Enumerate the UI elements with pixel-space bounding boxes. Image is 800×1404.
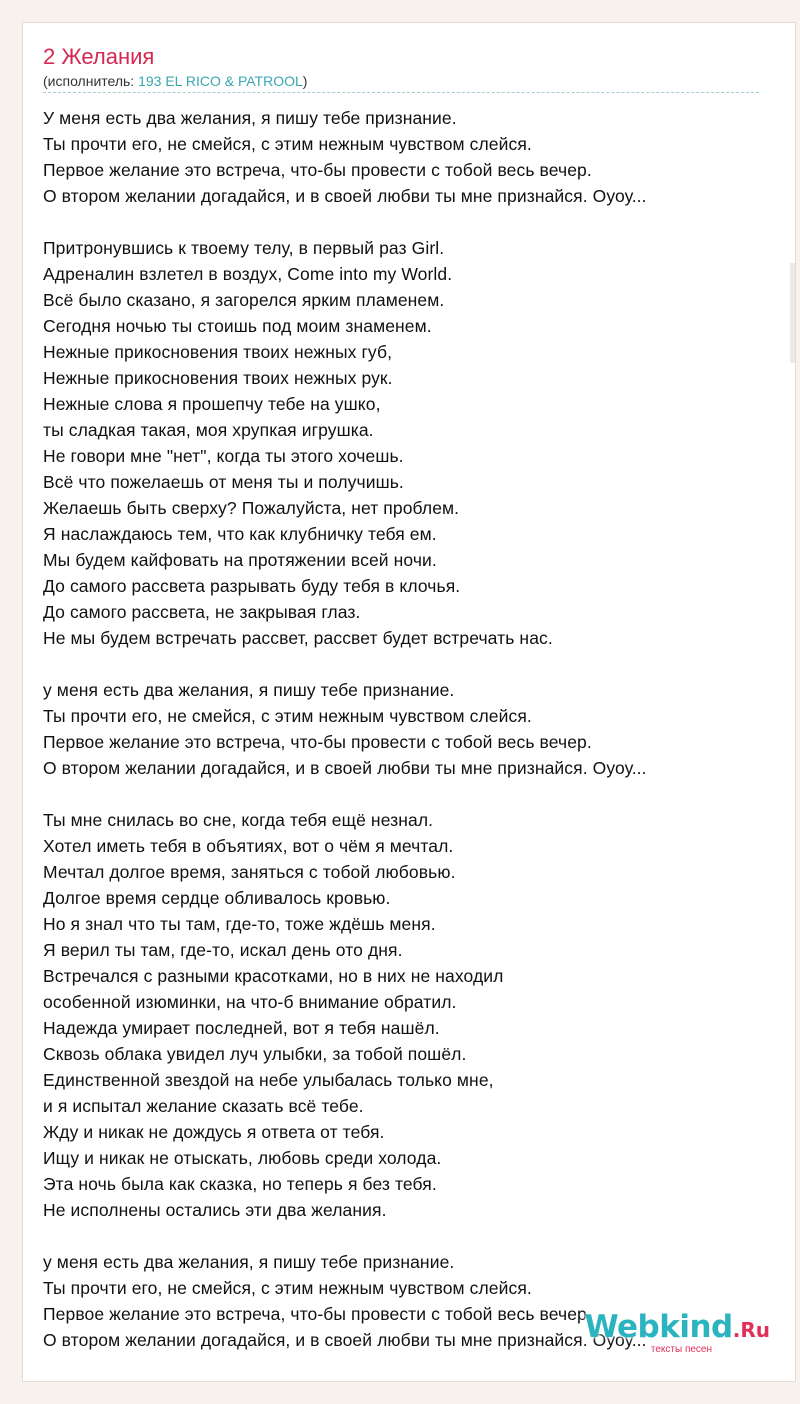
lyric-line: У меня есть два желания, я пишу тебе признание.: [43, 108, 457, 128]
logo-name: Webkind: [584, 1309, 733, 1345]
lyric-line: Я верил ты там, где-то, искал день ото дня.: [43, 940, 403, 960]
lyric-line: До самого рассвета, не закрывая глаз.: [43, 602, 361, 622]
song-title: 2 Желания: [43, 44, 155, 69]
lyric-line: Встречался с разными красотками, но в них не находил: [43, 966, 504, 986]
lyric-line: О втором желании догадайся, и в своей любви ты мне признайся. Оуоу...: [43, 186, 647, 206]
logo-tagline: тексты песен: [650, 1344, 712, 1355]
lyric-line: Нежные прикосновения твоих нежных рук.: [43, 368, 393, 388]
site-logo[interactable]: [584, 1311, 770, 1355]
lyric-line: Адреналин взлетел в воздух, Come into my World.: [43, 264, 453, 284]
lyric-line: Желаешь быть сверху? Пожалуйста, нет проблем.: [43, 498, 460, 518]
scrollbar[interactable]: [790, 263, 795, 363]
lyric-line: Ты мне снилась во сне, когда тебя ещё незнал.: [43, 810, 434, 830]
logo-tld: .Ru: [732, 1318, 770, 1342]
lyric-line: Первое желание это встреча, что-бы провести с тобой весь вечер.: [43, 732, 592, 752]
lyric-line: ты сладкая такая, моя хрупкая игрушка.: [43, 420, 374, 440]
lyric-line: Ты прочти его, не смейся, с этим нежным чувством слейся.: [43, 706, 532, 726]
lyrics-page: [22, 22, 796, 1382]
lyric-line: особенной изюминки, на что-б внимание обратил.: [43, 992, 457, 1012]
lyric-line: Не мы будем встречать рассвет, рассвет будет встречать нас.: [43, 628, 553, 648]
lyric-line: и я испытал желание сказать всё тебе.: [43, 1096, 364, 1116]
lyric-line: у меня есть два желания, я пишу тебе признание.: [43, 680, 455, 700]
lyric-line: О втором желании догадайся, и в своей любви ты мне признайся. Оуоу...: [43, 1330, 647, 1350]
lyric-line: Жду и никак не дождусь я ответа от тебя.: [43, 1122, 385, 1142]
title-divider: [43, 92, 759, 93]
lyric-line: Но я знал что ты там, где-то, тоже ждёшь меня.: [43, 914, 436, 934]
lyric-line: Не говори мне "нет", когда ты этого хочешь.: [43, 446, 404, 466]
lyric-line: Всё было сказано, я загорелся ярким пламенем.: [43, 290, 445, 310]
lyrics-text: [43, 105, 783, 1353]
lyric-line: Ищу и никак не отыскать, любовь среди холода.: [43, 1148, 442, 1168]
artist-link[interactable]: 193 EL RICO & PATROOL: [138, 73, 303, 89]
lyric-line: Всё что пожелаешь от меня ты и получишь.: [43, 472, 404, 492]
lyric-line: Единственной звездой на небе улыбалась только мне,: [43, 1070, 494, 1090]
lyric-line: Надежда умирает последней, вот я тебя нашёл.: [43, 1018, 440, 1038]
lyric-line: Долгое время сердце обливалось кровью.: [43, 888, 391, 908]
artist-prefix: (исполнитель:: [43, 73, 139, 89]
lyric-line: Притронувшись к твоему телу, в первый раз Girl.: [43, 238, 445, 258]
artist-line: [43, 73, 307, 89]
lyric-line: Сегодня ночью ты стоишь под моим знаменем.: [43, 316, 432, 336]
lyric-line: Я наслаждаюсь тем, что как клубничку тебя ем.: [43, 524, 437, 544]
lyric-line: Нежные слова я прошепчу тебе на ушко,: [43, 394, 381, 414]
lyric-line: Мы будем кайфовать на протяжении всей ночи.: [43, 550, 437, 570]
lyric-line: Ты прочти его, не смейся, с этим нежным чувством слейся.: [43, 1278, 532, 1298]
lyric-line: у меня есть два желания, я пишу тебе признание.: [43, 1252, 455, 1272]
lyric-line: О втором желании догадайся, и в своей любви ты мне признайся. Оуоу...: [43, 758, 647, 778]
artist-suffix: ): [302, 73, 308, 89]
lyric-line: Нежные прикосновения твоих нежных губ,: [43, 342, 393, 362]
lyric-line: Не исполнены остались эти два желания.: [43, 1200, 387, 1220]
logo-wordmark: [584, 1311, 770, 1346]
lyric-line: До самого рассвета разрывать буду тебя в клочья.: [43, 576, 461, 596]
lyric-line: Хотел иметь тебя в объятиях, вот о чём я мечтал.: [43, 836, 454, 856]
lyric-line: Сквозь облака увидел луч улыбки, за тобой пошёл.: [43, 1044, 467, 1064]
lyric-line: Ты прочти его, не смейся, с этим нежным чувством слейся.: [43, 134, 532, 154]
lyric-line: Эта ночь была как сказка, но теперь я без тебя.: [43, 1174, 437, 1194]
lyric-line: Первое желание это встреча, что-бы провести с тобой весь вечер.: [43, 1304, 592, 1324]
lyric-line: Первое желание это встреча, что-бы провести с тобой весь вечер.: [43, 160, 592, 180]
lyric-line: Мечтал долгое время, заняться с тобой любовью.: [43, 862, 456, 882]
